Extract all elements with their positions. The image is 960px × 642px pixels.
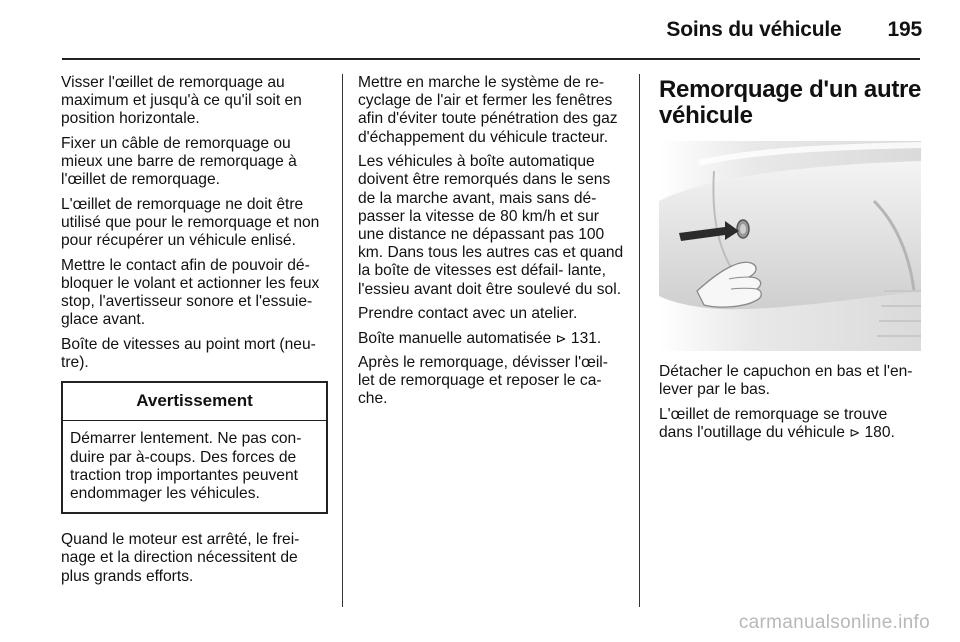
paragraph: Boîte de vitesses au point mort (neu- tre). <box>61 335 316 372</box>
warning-title: Avertissement <box>136 391 253 411</box>
watermark: carmanualsonline.info <box>738 612 930 633</box>
paragraph: Visser l'œillet de remorquage au maximum et jusqu'à ce qu'il soit en position horizontale. <box>61 74 302 128</box>
paragraph: Fixer un câble de remorquage ou mieux une barre de remorquage à l'œillet de remorquage. <box>61 134 297 189</box>
warning-box <box>61 381 328 514</box>
reference-text: Boîte manuelle automatisée <box>358 329 552 347</box>
column-divider <box>342 74 343 607</box>
column-divider <box>639 74 640 607</box>
paragraph: Quand le moteur est arrêté, le frei- nage et la direction nécessitent de plus grands efforts. <box>61 531 300 585</box>
warning-body: Démarrer lentement. Ne pas con- duire par à-coups. Des forces de traction trop importantes peuvent endommager les véhicules. <box>70 430 302 503</box>
paragraph: Prendre contact avec un atelier. <box>358 305 578 323</box>
reference-page[interactable]: 131. <box>570 329 602 347</box>
page-header <box>666 18 922 42</box>
paragraph: Détacher le capuchon en bas et l'en- lever par le bas. <box>659 363 913 399</box>
column-1 <box>61 74 328 592</box>
page-ref-arrow-icon: ⊳ <box>849 424 861 440</box>
page-number: 195 <box>887 18 922 41</box>
paragraph: Mettre le contact afin de pouvoir dé- bloquer le volant et actionner les feux stop, l'avertisseur sonore et l'essuie- glace avant. <box>61 256 320 329</box>
paragraph: Mettre en marche le système de re- cyclage de l'air et fermer les fenêtres afin d'éviter toute pénétration des gaz d'échappement du véhicule tracteur. <box>358 74 618 146</box>
cross-reference <box>358 330 624 348</box>
paragraph: Les véhicules à boîte automatique doivent être remorqués dans le sens de la marche avant, mais sans dé- passer la vitesse de 80 km/h et sur une distance ne dépassant pas 100 km. Dans tous les autres cas et quand la boîte de vitesses est défail- lante, l'essieu avant doit être soulevé du sol. <box>358 153 624 298</box>
header-rule <box>62 58 920 60</box>
paragraph: L'œillet de remorquage ne doit être utilisé que pour le remorquage et non pour récupérer un véhicule enlisé. <box>61 195 320 250</box>
reference-text: L'œillet de remorquage se trouve dans l'outillage du véhicule <box>659 405 888 441</box>
section-title: Soins du véhicule <box>666 18 842 41</box>
cross-reference <box>659 406 924 442</box>
column-2 <box>358 74 624 415</box>
tow-eye-cover-inner <box>740 224 746 234</box>
column-3 <box>659 74 924 448</box>
section-heading: Remorquage d'un autre véhicule <box>659 76 922 129</box>
reference-page[interactable]: 180. <box>864 423 895 441</box>
paragraph: Après le remorquage, dévisser l'œil- let de remorquage et reposer le ca- che. <box>358 354 608 408</box>
page-ref-arrow-icon: ⊳ <box>555 330 567 346</box>
tow-eye-illustration <box>659 141 921 351</box>
